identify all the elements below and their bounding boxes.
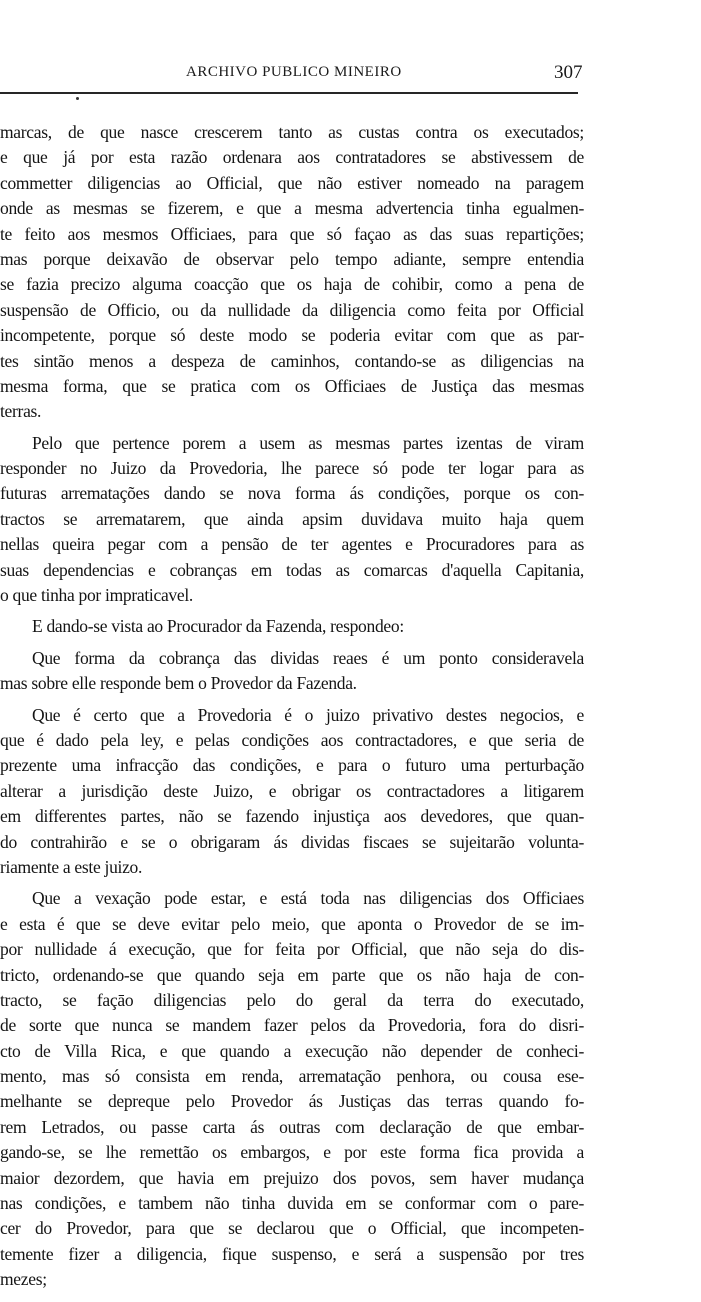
text-line: e que já por esta razão ordenara aos contratadores se abstivessem de bbox=[0, 147, 584, 168]
text-line: temente fizer a diligencia, fique suspenso, e será a suspensão por tres bbox=[0, 1243, 584, 1264]
text-line: Que é certo que a Provedoria é o juizo privativo destes negocios, e bbox=[32, 704, 584, 725]
text-line: em differentes partes, não se fazendo injustiça aos devedores, que quan- bbox=[0, 806, 584, 827]
text-line: por nullidade á execução, que for feita por Official, que não seja do dis- bbox=[0, 939, 584, 960]
text-line: alterar a jurisdição deste Juizo, e obrigar os contractadores a litigarem bbox=[0, 780, 584, 801]
text-line: cer do Provedor, para que se declarou que o Official, que incompeten- bbox=[0, 1218, 584, 1239]
text-line: onde as mesmas se fizerem, e que a mesma advertencia tinha egualmen- bbox=[0, 198, 584, 219]
text-line: riamente a este juizo. bbox=[0, 856, 143, 877]
page-number: 307 bbox=[554, 62, 583, 83]
text-line: te feito aos mesmos Officiaes, para que só façao as das suas repartições; bbox=[0, 223, 584, 244]
text-line: gando-se, se lhe remettão os embargos, e por este forma fica provida a bbox=[0, 1142, 584, 1163]
text-line: rem Letrados, ou passe carta ás outras com declaração de que embar- bbox=[0, 1116, 584, 1137]
paragraph bbox=[0, 703, 584, 881]
text-line: tes sintão menos a despeza de caminhos, contando-se as diligencias na bbox=[0, 350, 584, 371]
text-line: tricto, ordenando-se que quando seja em parte que os não haja de con- bbox=[0, 964, 584, 985]
text-line: melhante se depreque pelo Provedor ás Justiças das terras quando fo- bbox=[0, 1091, 584, 1112]
paragraph bbox=[0, 886, 584, 1292]
text-line: nellas queira pegar com a pensão de ter agentes e Procuradores para as bbox=[0, 534, 584, 555]
text-line: o que tinha por impraticavel. bbox=[0, 585, 193, 606]
paragraph bbox=[0, 120, 584, 425]
text-line: marcas, de que nasce crescerem tanto as custas contra os executados; bbox=[0, 122, 584, 142]
text-line: commetter diligencias ao Official, que não estiver nomeado na paragem bbox=[0, 172, 584, 193]
text-line: suas dependencias e cobranças em todas as comarcas d'aquella Capitania, bbox=[0, 559, 584, 580]
text-line: tractos se arrematarem, que ainda apsim duvidava muito haja quem bbox=[0, 508, 584, 529]
paragraph bbox=[0, 431, 584, 609]
running-title: ARCHIVO PUBLICO MINEIRO bbox=[186, 64, 402, 80]
text-line: mas sobre elle responde bem o Provedor da Fazenda. bbox=[0, 673, 357, 694]
paragraph bbox=[0, 646, 584, 697]
text-line: maior dezordem, que havia em prejuizo dos povos, sem haver mudança bbox=[0, 1167, 584, 1188]
text-line: mento, mas só consista em renda, arrematação penhora, ou cousa ese- bbox=[0, 1066, 584, 1087]
text-line: mesma forma, que se pratica com os Officiaes de Justiça das mesmas bbox=[0, 375, 584, 396]
text-line: responder no Juizo da Provedoria, lhe parece só pode ter logar para as bbox=[0, 458, 584, 479]
text-line: E dando-se vista ao Procurador da Fazenda, respondeo: bbox=[32, 616, 404, 637]
text-line: e esta é que se deve evitar pelo meio, que aponta o Provedor de se im- bbox=[0, 913, 584, 934]
text-line: futuras arrematações dando se nova forma ás condições, porque os con- bbox=[0, 483, 584, 504]
text-line: mezes; bbox=[0, 1269, 47, 1290]
ink-speck bbox=[76, 97, 79, 100]
text-line: se fazia precizo alguma coacção que os haja de cohibir, como a pena de bbox=[0, 274, 584, 295]
header-rule bbox=[0, 92, 578, 94]
text-line: Que a vexação pode estar, e está toda nas diligencias dos Officiaes bbox=[32, 888, 584, 909]
text-line: terras. bbox=[0, 401, 42, 422]
text-line: do contrahirão e se o obrigaram ás dividas fiscaes se sujeitarão volunta- bbox=[0, 831, 584, 852]
paragraph bbox=[0, 614, 584, 639]
text-line: mas porque deixavão de observar pelo tempo adiante, sempre entendia bbox=[0, 248, 584, 269]
text-line: tracto, se façāo diligencias pelo do geral da terra do executado, bbox=[0, 989, 584, 1010]
body-text bbox=[0, 120, 584, 1293]
text-line: cto de Villa Rica, e que quando a execução não depender de conheci- bbox=[0, 1040, 584, 1061]
text-line: incompetente, porque só deste modo se poderia evitar com que as par- bbox=[0, 325, 584, 346]
text-line: suspensão de Officio, ou da nullidade da diligencia como feita por Official bbox=[0, 299, 584, 320]
running-head bbox=[0, 62, 590, 88]
text-line: que é dado pela ley, e pelas condições aos contractadores, e que seria de bbox=[0, 729, 584, 750]
text-line: Pelo que pertence porem a usem as mesmas partes izentas de viram bbox=[32, 432, 584, 453]
text-line: nas condições, e tambem não tinha duvida em se conformar com o pare- bbox=[0, 1193, 584, 1214]
text-line: prezente uma infracção das condições, e para o futuro uma perturbação bbox=[0, 755, 584, 776]
text-line: de sorte que nunca se mandem fazer pelos da Provedoria, fora do disri- bbox=[0, 1015, 584, 1036]
text-line: Que forma da cobrança das dividas reaes é um ponto consideravela bbox=[32, 647, 584, 668]
